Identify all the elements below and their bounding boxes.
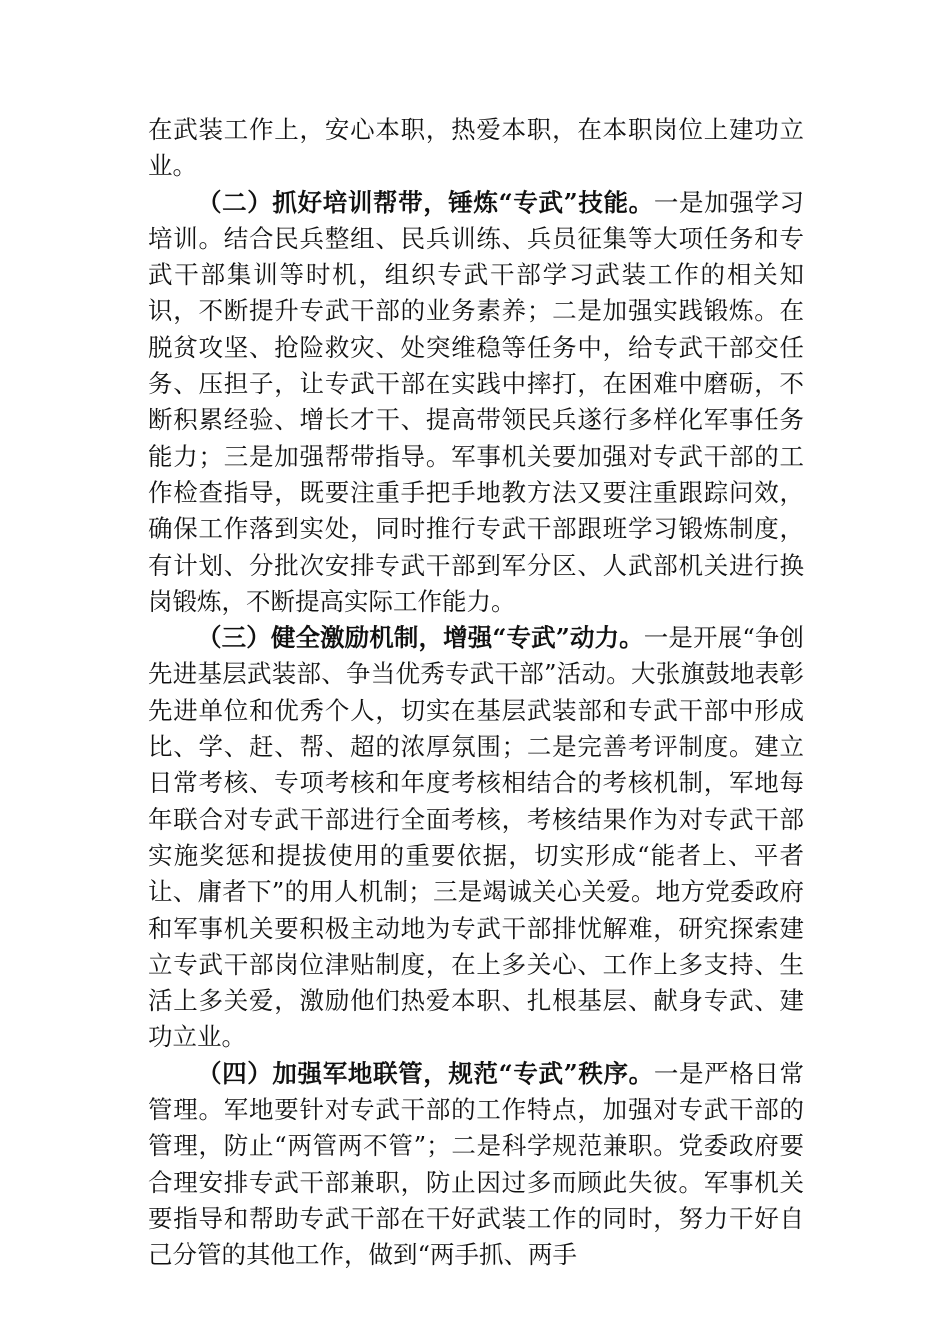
document-page (148, 112, 804, 1274)
paragraph-section-4 (148, 1056, 804, 1274)
section-heading: （三）健全激励机制，增强“专武”动力。 (197, 623, 644, 653)
paragraph-section-2 (148, 185, 804, 621)
paragraph-continuation (148, 112, 804, 185)
section-heading: （二）抓好培训帮带，锤炼“专武”技能。 (197, 187, 654, 217)
section-heading: （四）加强军地联管，规范“专武”秩序。 (197, 1058, 654, 1088)
paragraph-body: 在武装工作上，安心本职，热爱本职，在本职岗位上建功立业。 (148, 115, 804, 181)
paragraph-body: 一是严格日常管理。军地要针对专武干部的工作特点，加强对专武干部的管理，防止“两管两不管”；二是科学规范兼职。党委政府要合理安排专武干部兼职，防止因过多而顾此失彼。军事机关要指导和帮助专武干部在干好武装工作的同时，努力干好自己分管的其他工作，做到“两手抓、两手 (148, 1058, 805, 1270)
paragraph-section-3 (148, 620, 804, 1056)
paragraph-body: 一是加强学习培训。结合民兵整组、民兵训练、兵员征集等大项任务和专武干部集训等时机，组织专武干部学习武装工作的相关知识，不断提升专武干部的业务素养；二是加强实践锻炼。在脱贫攻坚、抢险救灾、处突维稳等任务中，给专武干部交任务、压担子，让专武干部在实践中摔打，在困难中磨砺，不断积累经验、增长才干、提高带领民兵遂行多样化军事任务能力；三是加强帮带指导。军事机关要加强对专武干部的工作检查指导，既要注重手把手地教方法又要注重跟踪问效，确保工作落到实处，同时推行专武干部跟班学习锻炼制度，有计划、分批次安排专武干部到军分区、人武部机关进行换岗锻炼，不断提高实际工作能力。 (148, 187, 805, 616)
paragraph-body: 一是开展“争创先进基层武装部、争当优秀专武干部”活动。大张旗鼓地表彰先进单位和优秀个人，切实在基层武装部和专武干部中形成比、学、赶、帮、超的浓厚氛围；二是完善考评制度。建立日常考核、专项考核和年度考核相结合的考核机制，军地每年联合对专武干部进行全面考核，考核结果作为对专武干部实施奖惩和提拔使用的重要依据，切实形成“能者上、平者让、庸者下”的用人机制；三是竭诚关心关爱。地方党委政府和军事机关要积极主动地为专武干部排忧解难，研究探索建立专武干部岗位津贴制度，在上多关心、工作上多支持、生活上多关爱，激励他们热爱本职、扎根基层、献身专武、建功立业。 (148, 623, 804, 1052)
